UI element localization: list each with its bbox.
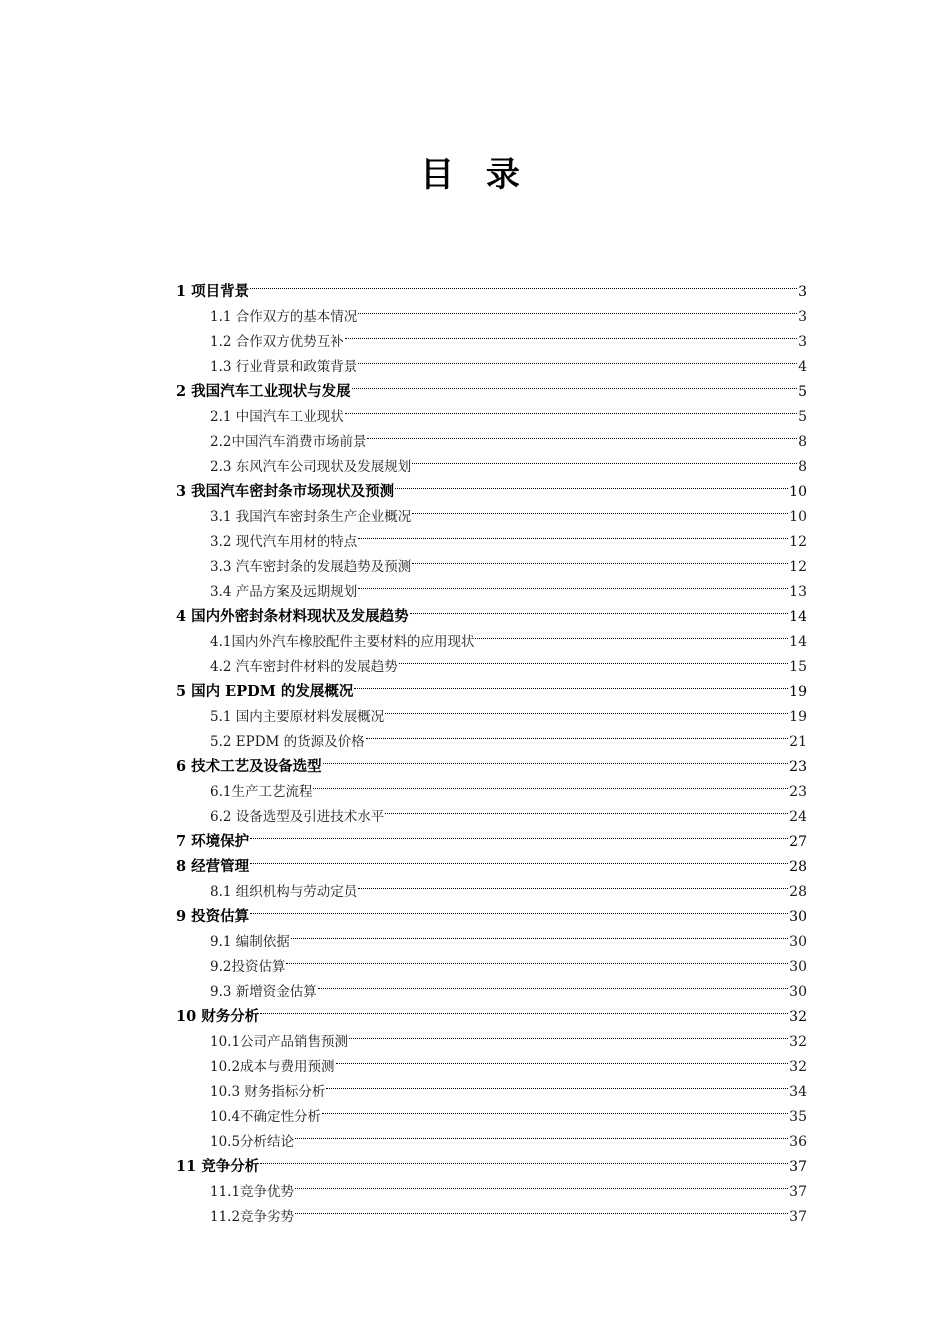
toc-page-number: 37 bbox=[789, 1209, 807, 1225]
toc-entry-title: 11.1竞争优势 bbox=[210, 1184, 295, 1200]
toc-entry-title: 4 国内外密封条材料现状及发展趋势 bbox=[176, 608, 409, 625]
toc-dot-leader bbox=[358, 571, 788, 596]
toc-page-number: 24 bbox=[789, 809, 807, 825]
table-of-contents bbox=[176, 271, 807, 1225]
toc-dot-leader bbox=[385, 796, 788, 821]
toc-entry-title: 10.5分析结论 bbox=[210, 1134, 295, 1150]
toc-page-number: 30 bbox=[789, 959, 807, 975]
toc-dot-leader bbox=[367, 421, 797, 446]
toc-dot-leader bbox=[250, 896, 788, 921]
toc-dot-leader bbox=[412, 496, 788, 521]
toc-dot-leader bbox=[358, 521, 788, 546]
toc-page-number: 23 bbox=[789, 759, 807, 775]
toc-dot-leader bbox=[395, 471, 788, 496]
toc-entry-title: 10.3 财务指标分析 bbox=[210, 1084, 326, 1100]
toc-entry-title: 3 我国汽车密封条市场现状及预测 bbox=[176, 483, 395, 500]
toc-entry-title: 10 财务分析 bbox=[176, 1008, 260, 1025]
toc-entry-title: 1.3 行业背景和政策背景 bbox=[210, 359, 358, 375]
toc-page-number: 3 bbox=[798, 334, 807, 350]
toc-dot-leader bbox=[291, 921, 788, 946]
toc-section-entry[interactable] bbox=[176, 1171, 807, 1200]
toc-entry-title: 6.1生产工艺流程 bbox=[210, 784, 313, 800]
toc-page-number: 32 bbox=[789, 1059, 807, 1075]
toc-dot-leader bbox=[352, 371, 797, 396]
toc-page-number: 30 bbox=[789, 934, 807, 950]
toc-dot-leader bbox=[250, 846, 788, 871]
toc-section-entry[interactable] bbox=[176, 921, 807, 950]
toc-chapter-entry[interactable] bbox=[176, 271, 807, 300]
toc-entry-title: 9.3 新增资金估算 bbox=[210, 984, 317, 1000]
toc-page-number: 12 bbox=[789, 559, 807, 575]
toc-page-number: 8 bbox=[798, 434, 807, 450]
toc-dot-leader bbox=[475, 621, 788, 646]
toc-entry-title: 4.2 汽车密封件材料的发展趋势 bbox=[210, 659, 398, 675]
toc-entry-title: 9.2投资估算 bbox=[210, 959, 286, 975]
toc-page-number: 28 bbox=[789, 859, 807, 875]
toc-chapter-entry[interactable] bbox=[176, 996, 807, 1025]
toc-page-number: 30 bbox=[789, 984, 807, 1000]
toc-chapter-entry[interactable] bbox=[176, 846, 807, 875]
toc-dot-leader bbox=[345, 321, 797, 346]
toc-dot-leader bbox=[410, 596, 789, 621]
toc-page-number: 37 bbox=[789, 1184, 807, 1200]
toc-page-number: 34 bbox=[789, 1084, 807, 1100]
toc-page-number: 14 bbox=[789, 634, 807, 650]
toc-dot-leader bbox=[323, 746, 789, 771]
toc-dot-leader bbox=[313, 771, 788, 796]
toc-page-number: 27 bbox=[789, 834, 807, 850]
toc-entry-title: 6 技术工艺及设备选型 bbox=[176, 758, 322, 775]
toc-page-number: 5 bbox=[798, 409, 807, 425]
toc-entry-title: 3.1 我国汽车密封条生产企业概况 bbox=[210, 509, 412, 525]
toc-section-entry[interactable] bbox=[176, 296, 807, 325]
toc-entry-title: 2.2中国汽车消费市场前景 bbox=[210, 434, 367, 450]
toc-dot-leader bbox=[358, 871, 788, 896]
toc-entry-title: 11 竞争分析 bbox=[176, 1158, 260, 1175]
toc-dot-leader bbox=[345, 396, 797, 421]
toc-dot-leader bbox=[366, 721, 789, 746]
toc-entry-title: 4.1国内外汽车橡胶配件主要材料的应用现状 bbox=[210, 634, 475, 650]
toc-section-entry[interactable] bbox=[176, 1021, 807, 1050]
toc-page-number: 32 bbox=[789, 1034, 807, 1050]
toc-dot-leader bbox=[295, 1196, 788, 1221]
toc-entry-title: 10.2成本与费用预测 bbox=[210, 1059, 335, 1075]
toc-entry-title: 11.2竞争劣势 bbox=[210, 1209, 295, 1225]
toc-dot-leader bbox=[318, 971, 788, 996]
toc-page-number: 10 bbox=[789, 484, 807, 500]
toc-dot-leader bbox=[260, 996, 788, 1021]
toc-entry-title: 2 我国汽车工业现状与发展 bbox=[176, 383, 351, 400]
toc-entry-title: 1.2 合作双方优势互补 bbox=[210, 334, 344, 350]
toc-page-number: 23 bbox=[789, 784, 807, 800]
toc-dot-leader bbox=[358, 346, 797, 371]
toc-entry-title: 8.1 组织机构与劳动定员 bbox=[210, 884, 358, 900]
toc-entry-title: 10.4不确定性分析 bbox=[210, 1109, 322, 1125]
toc-section-entry[interactable] bbox=[176, 871, 807, 900]
toc-page-number: 15 bbox=[789, 659, 807, 675]
toc-entry-title: 3.2 现代汽车用材的特点 bbox=[210, 534, 358, 550]
toc-dot-leader bbox=[336, 1046, 789, 1071]
toc-dot-leader bbox=[412, 446, 797, 471]
toc-page-number: 13 bbox=[789, 584, 807, 600]
toc-page-number: 32 bbox=[789, 1009, 807, 1025]
toc-page-number: 19 bbox=[789, 709, 807, 725]
toc-page-number: 3 bbox=[798, 284, 807, 300]
toc-entry-title: 1.1 合作双方的基本情况 bbox=[210, 309, 358, 325]
toc-page-number: 37 bbox=[789, 1159, 807, 1175]
toc-entry-title: 2.3 东风汽车公司现状及发展规划 bbox=[210, 459, 412, 475]
toc-page-number: 8 bbox=[798, 459, 807, 475]
toc-dot-leader bbox=[349, 1021, 788, 1046]
toc-page-number: 3 bbox=[798, 309, 807, 325]
toc-chapter-entry[interactable] bbox=[176, 1146, 807, 1175]
toc-entry-title: 5.1 国内主要原材料发展概况 bbox=[210, 709, 385, 725]
toc-chapter-entry[interactable] bbox=[176, 821, 807, 850]
toc-page-number: 28 bbox=[789, 884, 807, 900]
toc-page-number: 12 bbox=[789, 534, 807, 550]
toc-dot-leader bbox=[295, 1121, 788, 1146]
toc-entry-title: 6.2 设备选型及引进技术水平 bbox=[210, 809, 385, 825]
toc-dot-leader bbox=[358, 296, 797, 321]
toc-dot-leader bbox=[412, 546, 788, 571]
toc-entry-title: 3.4 产品方案及远期规划 bbox=[210, 584, 358, 600]
toc-entry-title: 1 项目背景 bbox=[176, 283, 250, 300]
toc-entry-title: 8 经营管理 bbox=[176, 858, 250, 875]
toc-entry-title: 7 环境保护 bbox=[176, 833, 250, 850]
toc-chapter-entry[interactable] bbox=[176, 896, 807, 925]
toc-dot-leader bbox=[260, 1146, 788, 1171]
toc-page-number: 5 bbox=[798, 384, 807, 400]
toc-dot-leader bbox=[286, 946, 788, 971]
toc-entry-title: 5.2 EPDM 的货源及价格 bbox=[210, 734, 365, 750]
toc-entry-title: 3.3 汽车密封条的发展趋势及预测 bbox=[210, 559, 412, 575]
toc-page-number: 35 bbox=[789, 1109, 807, 1125]
toc-entry-title: 2.1 中国汽车工业现状 bbox=[210, 409, 344, 425]
toc-page-number: 36 bbox=[789, 1134, 807, 1150]
toc-page-number: 19 bbox=[789, 684, 807, 700]
toc-page-number: 21 bbox=[789, 734, 807, 750]
toc-dot-leader bbox=[385, 696, 788, 721]
toc-dot-leader bbox=[354, 671, 788, 696]
toc-dot-leader bbox=[295, 1171, 788, 1196]
toc-entry-title: 9 投资估算 bbox=[176, 908, 250, 925]
toc-page-number: 30 bbox=[789, 909, 807, 925]
toc-entry-title: 10.1公司产品销售预测 bbox=[210, 1034, 349, 1050]
toc-page-number: 14 bbox=[789, 609, 807, 625]
toc-dot-leader bbox=[326, 1071, 788, 1096]
page-title: 目 录 bbox=[420, 154, 530, 195]
toc-entry-title: 5 国内 EPDM 的发展概况 bbox=[176, 683, 354, 700]
toc-dot-leader bbox=[250, 821, 788, 846]
toc-page-number: 4 bbox=[798, 359, 807, 375]
toc-dot-leader bbox=[399, 646, 788, 671]
toc-dot-leader bbox=[322, 1096, 788, 1121]
toc-page-number: 10 bbox=[789, 509, 807, 525]
toc-dot-leader bbox=[250, 271, 797, 296]
toc-entry-title: 9.1 编制依据 bbox=[210, 934, 290, 950]
